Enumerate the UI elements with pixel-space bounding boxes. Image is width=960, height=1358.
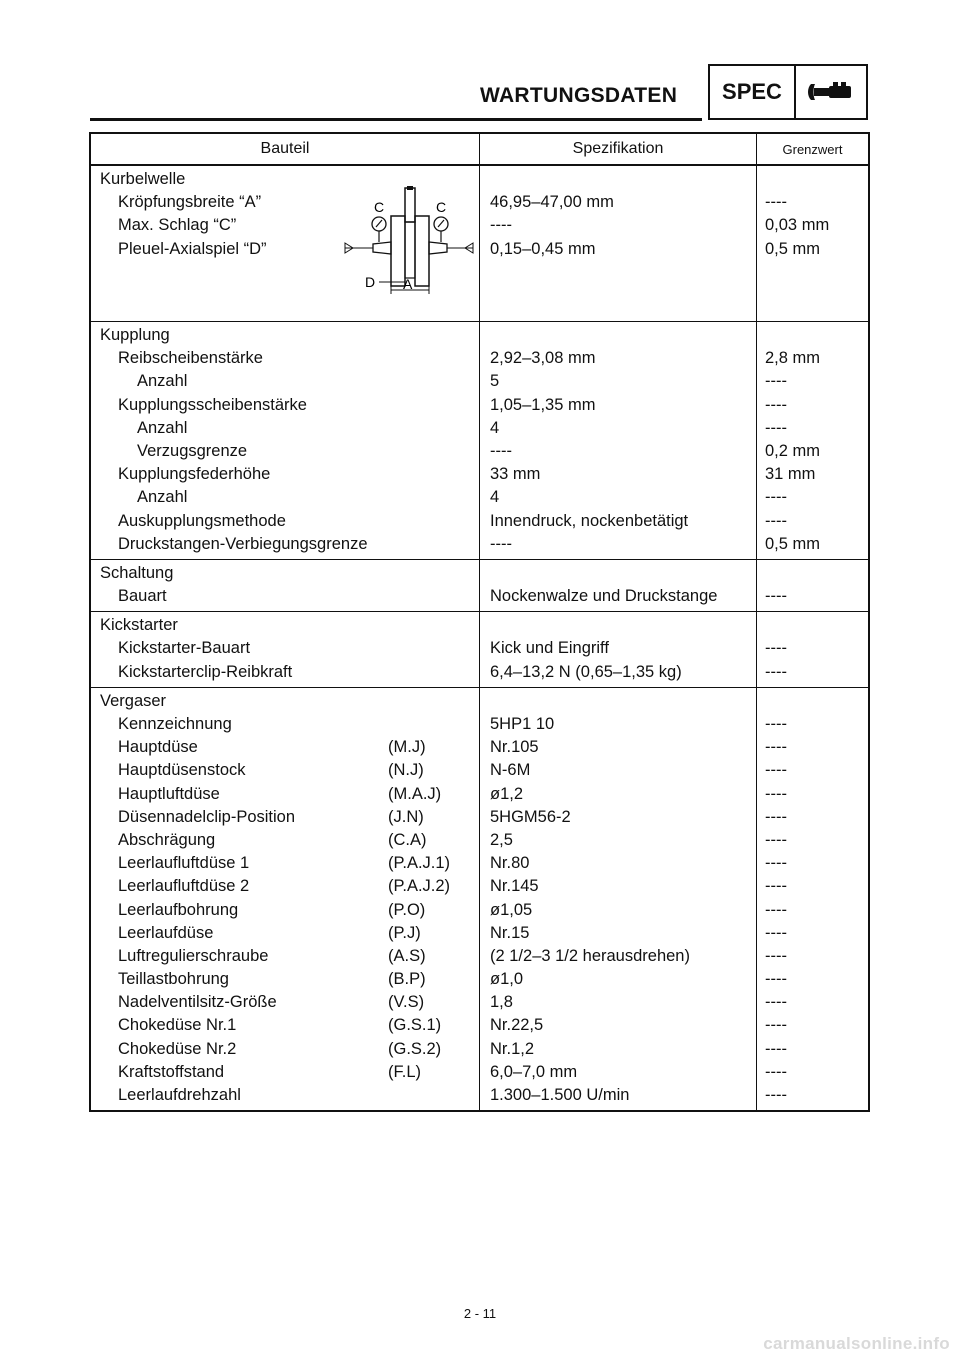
row-abbr: (M.J) <box>388 738 426 757</box>
row-abbr: (F.L) <box>388 1062 421 1081</box>
row-limit: ---- <box>765 923 787 942</box>
diagram-label-c-left: C <box>374 199 385 215</box>
row-label: Hauptdüse (M.J) <box>100 736 479 759</box>
row-limit: ---- <box>765 738 787 757</box>
row-limit: ---- <box>765 1039 787 1058</box>
row-label: Bauart <box>118 587 167 606</box>
row-limit: ---- <box>765 395 787 414</box>
spec-table <box>89 132 870 1112</box>
row-limit: ---- <box>765 970 787 989</box>
row-limit: ---- <box>765 488 787 507</box>
row-label: Verzugsgrenze <box>137 441 248 460</box>
row-limit: 0,5 mm <box>765 239 821 258</box>
column-header-spezifikation: Spezifikation <box>480 134 757 164</box>
row-abbr: (P.A.J.2) <box>388 877 451 896</box>
row-spec: 5HP1 10 <box>490 715 555 733</box>
section-title: Kupplung <box>100 326 170 344</box>
row-abbr: (P.O) <box>388 900 426 919</box>
row-label: Düsennadelclip-Position (J.N) <box>100 806 479 829</box>
row-label: Kraftstoffstand (F.L) <box>100 1061 479 1084</box>
row-limit: ---- <box>765 587 787 606</box>
spec-badge <box>708 64 868 120</box>
row-spec: 5 <box>490 372 500 391</box>
row-spec: 5HGM56-2 <box>490 807 571 826</box>
row-label: Max. Schlag “C” <box>118 216 237 235</box>
row-label: Nadelventilsitz-Größe (V.S) <box>100 991 479 1014</box>
section-title: Kickstarter <box>100 616 178 635</box>
row-spec: 6,4–13,2 N (0,65–1,35 kg) <box>490 662 682 681</box>
row-spec: 46,95–47,00 mm <box>490 193 614 212</box>
row-label: Kupplungsscheibenstärke <box>118 395 307 414</box>
row-limit: ---- <box>765 715 787 733</box>
row-abbr: (N.J) <box>388 761 424 780</box>
row-spec: N-6M <box>490 761 531 780</box>
row-limit: ---- <box>765 511 787 530</box>
row-label: Auskupplungsmethode <box>118 511 286 530</box>
row-limit: ---- <box>765 193 787 212</box>
row-abbr: (P.A.J.1) <box>388 854 451 873</box>
page-number: 2 - 11 <box>463 1306 497 1321</box>
wrench-icon <box>796 66 866 118</box>
row-limit: 2,8 mm <box>765 349 821 368</box>
row-label: Leerlaufluftdüse 1 (P.A.J.1) <box>100 852 479 875</box>
row-spec: Nr.145 <box>490 877 539 896</box>
row-limit: ---- <box>765 900 787 919</box>
row-label: Kröpfungsbreite “A” <box>118 193 262 212</box>
crankshaft-diagram <box>343 186 475 296</box>
row-spec: (2 1/2–3 1/2 herausdrehen) <box>490 946 690 965</box>
row-limit: ---- <box>765 662 787 681</box>
row-label: Anzahl <box>137 488 188 507</box>
row-limit: ---- <box>765 418 787 437</box>
section-kickstarter <box>91 611 868 687</box>
row-label: Kickstarterclip-Reibkraft <box>118 662 293 681</box>
row-abbr: (M.A.J) <box>388 784 442 803</box>
row-limit: ---- <box>765 761 787 780</box>
row-spec: 1.300–1.500 U/min <box>490 1086 630 1104</box>
row-label: Kickstarter-Bauart <box>118 639 251 658</box>
row-spec: Nr.105 <box>490 738 539 757</box>
row-abbr: (C.A) <box>388 830 427 849</box>
row-abbr: (A.S) <box>388 946 426 965</box>
row-limit: ---- <box>765 830 787 849</box>
row-label: Leerlaufdüse (P.J) <box>100 922 479 945</box>
row-label: Kupplungsfederhöhe <box>118 465 271 484</box>
row-limit: ---- <box>765 1086 787 1104</box>
row-spec: ø1,05 <box>490 900 533 919</box>
diagram-label-c-right: C <box>436 199 447 215</box>
row-limit: 0,5 mm <box>765 534 821 553</box>
row-label: Leerlaufluftdüse 2 (P.A.J.2) <box>100 875 479 898</box>
row-abbr: (G.S.1) <box>388 1016 442 1035</box>
row-spec: ---- <box>490 441 512 460</box>
row-limit: ---- <box>765 1062 787 1081</box>
row-abbr: (G.S.2) <box>388 1039 442 1058</box>
table-header <box>91 134 868 165</box>
row-label: Chokedüse Nr.2 (G.S.2) <box>100 1038 479 1061</box>
row-label: Hauptdüsenstock (N.J) <box>100 759 479 782</box>
row-spec: 1,8 <box>490 993 513 1012</box>
column-header-bauteil: Bauteil <box>91 134 480 164</box>
row-label: Anzahl <box>137 418 188 437</box>
footer-watermark: carmanualsonline.info <box>763 1334 950 1353</box>
row-spec: Nockenwalze und Druckstange <box>490 587 718 606</box>
row-label: Abschrägung (C.A) <box>100 829 479 852</box>
row-label: Hauptluftdüse (M.A.J) <box>100 783 479 806</box>
section-kurbelwelle <box>91 165 868 321</box>
section-schaltung <box>91 559 868 611</box>
row-label: Pleuel-Axialspiel “D” <box>118 239 267 258</box>
header-rule <box>90 118 702 121</box>
section-title: Schaltung <box>100 563 174 582</box>
row-spec: ø1,2 <box>490 784 524 803</box>
row-spec: 4 <box>490 488 500 507</box>
diagram-label-d: D <box>365 274 376 290</box>
row-label: Reibscheibenstärke <box>118 349 263 368</box>
row-label: Teillastbohrung (B.P) <box>100 968 479 991</box>
section-kupplung <box>91 321 868 559</box>
row-abbr: (B.P) <box>388 970 426 989</box>
section-title: Kurbelwelle <box>100 170 186 188</box>
row-limit: ---- <box>765 807 787 826</box>
diagram-label-a: A <box>403 276 413 292</box>
row-limit: 31 mm <box>765 465 816 484</box>
row-label: Kennzeichnung <box>118 715 232 733</box>
row-limit: 0,2 mm <box>765 441 821 460</box>
row-label: Luftregulierschraube (A.S) <box>100 945 479 968</box>
row-spec: Innendruck, nockenbetätigt <box>490 511 689 530</box>
row-abbr: (J.N) <box>388 807 424 826</box>
row-abbr: (P.J) <box>388 923 421 942</box>
row-limit: ---- <box>765 372 787 391</box>
row-spec: Nr.1,2 <box>490 1039 535 1058</box>
row-label: Leerlaufbohrung (P.O) <box>100 899 479 922</box>
row-limit: ---- <box>765 784 787 803</box>
row-label: Druckstangen-Verbiegungsgrenze <box>118 534 368 553</box>
row-limit: ---- <box>765 946 787 965</box>
section-vergaser <box>91 687 868 1110</box>
row-spec: 2,5 <box>490 830 513 849</box>
section-title: Vergaser <box>100 691 167 710</box>
row-spec: Kick und Eingriff <box>490 639 609 658</box>
row-spec: Nr.15 <box>490 923 530 942</box>
row-spec: 6,0–7,0 mm <box>490 1062 578 1081</box>
row-spec: 33 mm <box>490 465 541 484</box>
row-label: Leerlaufdrehzahl <box>118 1086 241 1104</box>
row-label: Chokedüse Nr.1 (G.S.1) <box>100 1014 479 1037</box>
row-spec: 0,15–0,45 mm <box>490 239 596 258</box>
row-limit: ---- <box>765 1016 787 1035</box>
row-spec: ---- <box>490 534 512 553</box>
row-spec: ---- <box>490 216 512 235</box>
spec-label: SPEC <box>710 66 796 118</box>
row-abbr: (V.S) <box>388 993 425 1012</box>
row-limit: ---- <box>765 639 787 658</box>
row-label: Anzahl <box>137 372 188 391</box>
row-spec: 2,92–3,08 mm <box>490 349 596 368</box>
row-spec: 4 <box>490 418 500 437</box>
row-spec: ø1,0 <box>490 970 524 989</box>
row-limit: ---- <box>765 877 787 896</box>
row-spec: Nr.22,5 <box>490 1016 544 1035</box>
row-limit: ---- <box>765 854 787 873</box>
column-header-grenzwert: Grenzwert <box>782 141 843 157</box>
row-limit: 0,03 mm <box>765 216 830 235</box>
row-spec: 1,05–1,35 mm <box>490 395 596 414</box>
row-limit: ---- <box>765 993 787 1012</box>
page-title: WARTUNGSDATEN <box>480 84 678 107</box>
row-spec: Nr.80 <box>490 854 530 873</box>
